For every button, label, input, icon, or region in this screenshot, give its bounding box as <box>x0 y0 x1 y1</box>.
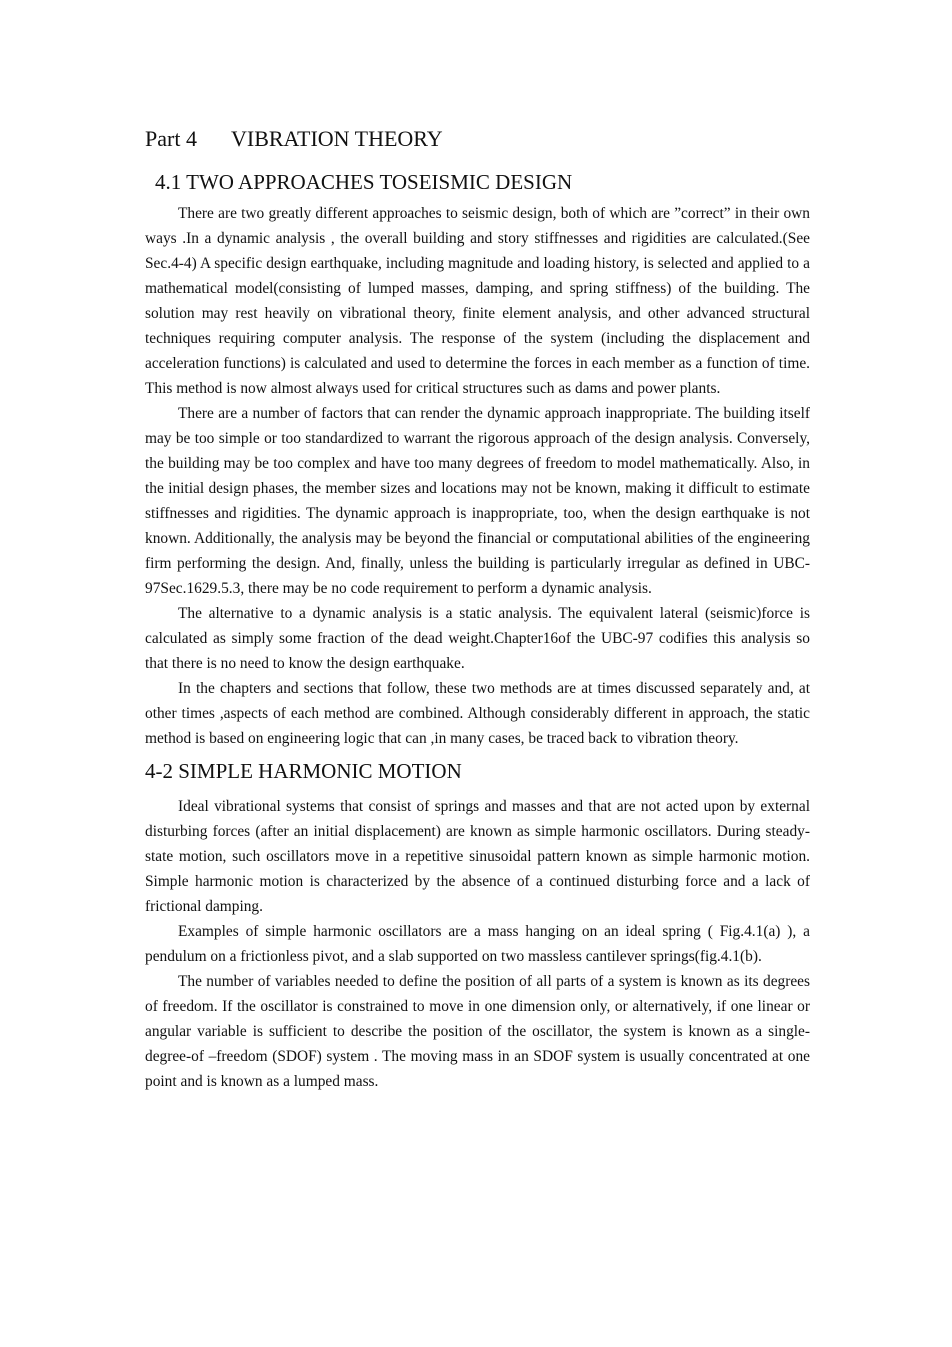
paragraph: The number of variables needed to define the position of all parts of a system is known as its degrees of freedom. If the oscillator is constrained to move in one dimension only, or alternatively, if one linear or angular variable is sufficient to describe the position of the oscillator, the system is known as a single-degree-of –freedom (SDOF) system . The moving mass in an SDOF system is usually concentrated at one point and is known as a lumped mass. <box>145 973 810 1090</box>
paragraph: In the chapters and sections that follow, these two methods are at times discussed separately and, at other times ,aspects of each method are combined. Although considerably different in approach, the static method is based on engineering logic that can ,in many cases, be traced back to vibration theory. <box>145 680 810 747</box>
paragraph: There are a number of factors that can render the dynamic approach inappropriate. The building itself may be too simple or too standardized to warrant the rigorous approach of the design analysis. Conversely, the building may be too complex and have too many degrees of freedom to model mathematically. Also, in the initial design phases, the member sizes and locations may not be known, making it difficult to estimate stiffnesses and rigidities. The dynamic approach is inappropriate, too, when the design earthquake is not known. Additionally, the analysis may be beyond the financial or computational abilities of the engineering firm performing the design. And, finally, unless the building is particularly irregular as defined in UBC-97Sec.1629.5.3, there may be no code requirement to perform a dynamic analysis. <box>145 405 810 597</box>
paragraph: Ideal vibrational systems that consist of springs and masses and that are not acted upon by external disturbing forces (after an initial displacement) are known as simple harmonic oscillators. During steady-state motion, such oscillators move in a repetitive sinusoidal pattern known as simple harmonic motion. Simple harmonic motion is characterized by the absence of a continued disturbing force and a lack of frictional damping. <box>145 798 810 915</box>
section-title-two-approaches: 4.1 TWO APPROACHES TOSEISMIC DESIGN <box>155 170 573 194</box>
section-title-simple-harmonic-motion: 4-2 SIMPLE HARMONIC MOTION <box>145 759 462 783</box>
paragraph: The alternative to a dynamic analysis is a static analysis. The equivalent lateral (seismic)force is calculated as simply some fraction of the dead weight.Chapter16of the UBC-97 codifies this analysis so that there is no need to know the design earthquake. <box>145 605 810 672</box>
part-number: Part 4 <box>145 126 197 151</box>
paragraph: Examples of simple harmonic oscillators are a mass hanging on an ideal spring ( Fig.4.1(a) ), a pendulum on a frictionless pivot, and a slab supported on two massless cantilever springs(fig.4.1(b). <box>145 923 810 965</box>
part-title: VIBRATION THEORY <box>231 126 443 151</box>
part-heading <box>145 124 810 154</box>
paragraph: There are two greatly different approaches to seismic design, both of which are ”correct” in their own ways .In a dynamic analysis , the overall building and story stiffnesses and rigidities are calculated.(See Sec.4-4) A specific design earthquake, including magnitude and loading history, is selected and applied to a mathematical model(consisting of lumped masses, damping, and spring stiffness) of the building. The solution may rest heavily on vibrational theory, finite element analysis, and other advanced structural techniques requiring computer analysis. The response of the system (including the displacement and acceleration functions) is calculated and used to determine the forces in each member as a function of time. This method is now almost always used for critical structures such as dams and power plants. <box>145 205 810 397</box>
document-page <box>145 124 810 1094</box>
